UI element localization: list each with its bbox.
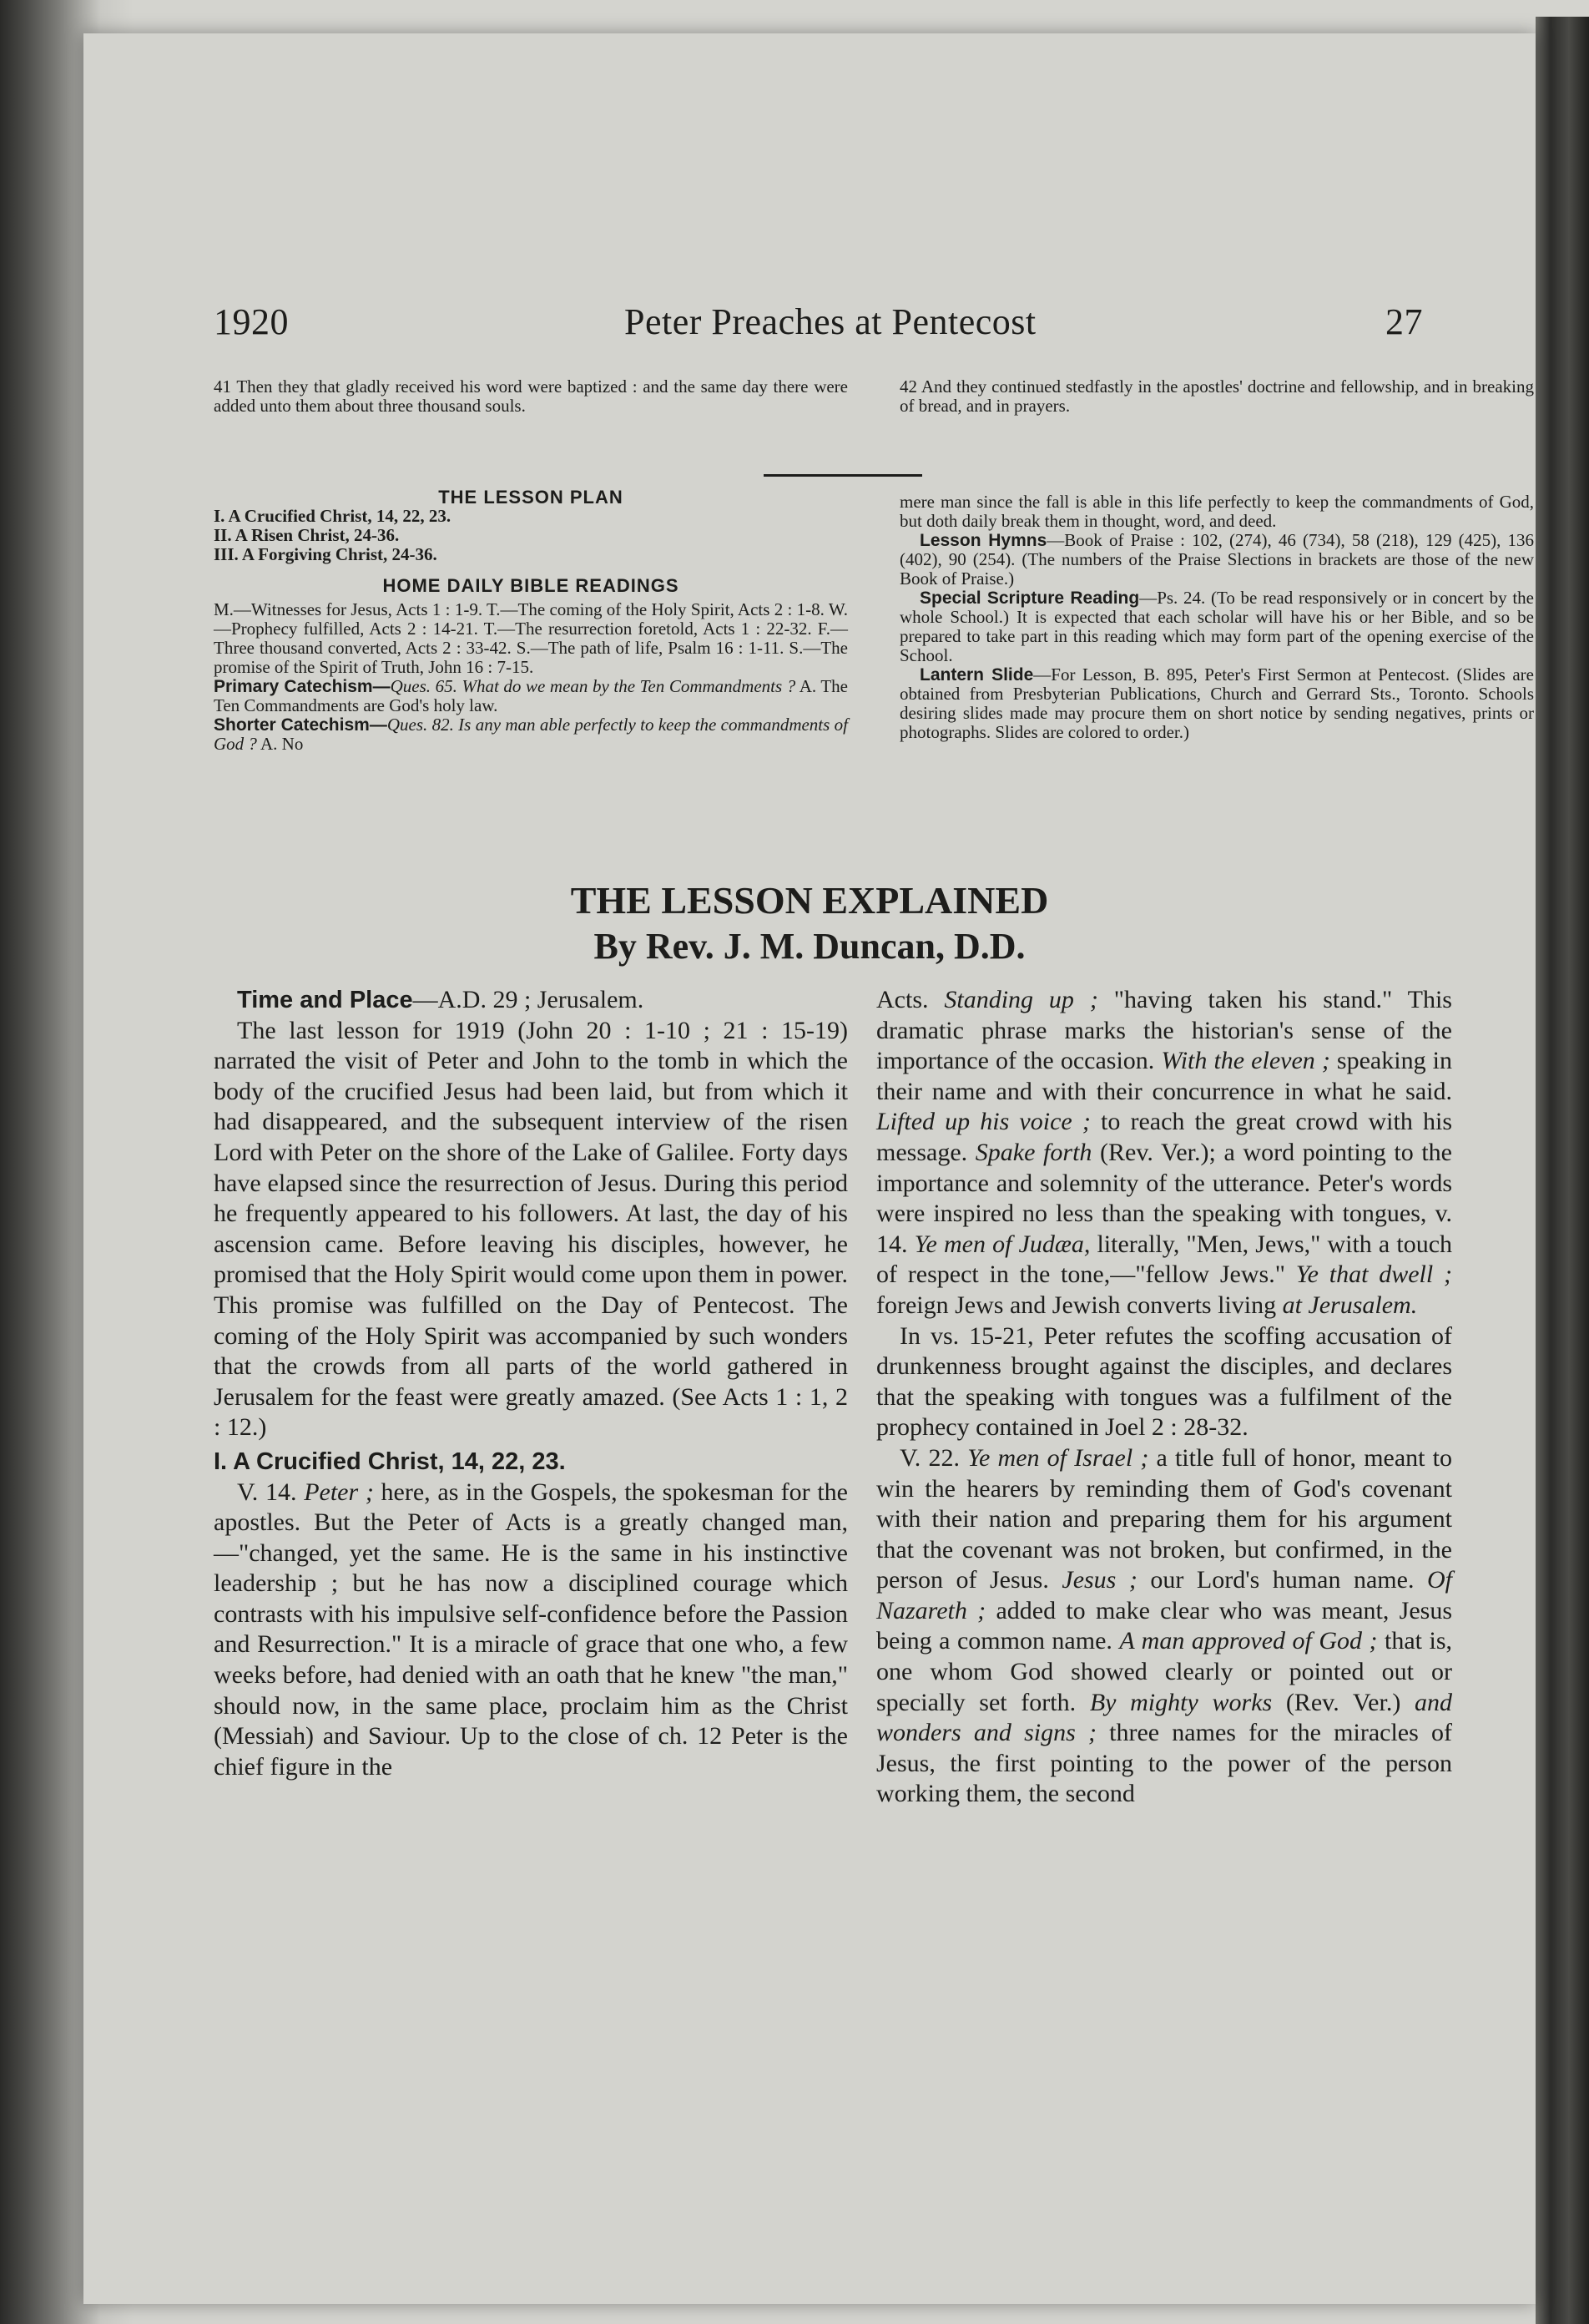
daily-readings-text: M.—Witnesses for Jesus, Acts 1 : 1-9. T.—The coming of the Holy Spirit, Acts 2 : 1-8. W.—Prophecy fulfilled, Acts 2 : 14-21. T.—The resurrection foretold, Acts 1 : 22-32. F.—Three thousand converted, Acts 2 : 33-42. S.—The path of life, Psalm 16 : 1-11. S.—The promise of the Spirit of Truth, John 16 : 7-15. — [214, 599, 848, 677]
lantern-slide-text: —For Lesson, B. 895, Peter's First Sermon at Pentecost. (Slides are obtained from Presbyterian Publications, Church and Gerrard Sts., Toronto. Schools desiring slides made may procure them on short notice by sending negatives, prints or photographs. Slides are colored to order.) — [900, 664, 1534, 742]
text: our Lord's human name. — [1137, 1566, 1427, 1594]
verse-ref: V. 22. — [900, 1443, 968, 1472]
v14-commentary: here, as in the Gospels, the spokesman for the apostles. But the Peter of Acts is a greatly changed man,—"changed, yet the same. He is the same in his instinctive leadership ; but he has now a disciplined courage which contrasts with his impulsive self-confidence before the Passion and Resurrection." It is a miracle of grace that one who, a few weeks before, had denied with an oath that he knew "the man," should now, in the same place, proclaim him as the Christ (Messiah) and Saviour. Up to the close of ch. 12 Peter is the chief figure in the — [214, 1478, 848, 1781]
term-at-jerusalem: at Jerusalem. — [1282, 1291, 1418, 1319]
catechism-continuation: mere man since the fall is able in this life perfectly to keep the commandments of God, but doth daily break them in thought, word, and deed. — [900, 492, 1534, 531]
term-mighty-works: By mighty works — [1089, 1688, 1273, 1716]
primary-catechism-answer: A. The Ten Commandments are God's holy law. — [214, 676, 848, 715]
text: literally, "Men, Jews," with a touch of respect in the tone,—"fellow Jews." — [876, 1230, 1453, 1289]
verse-42: 42 And they continued stedfastly in the apostles' doctrine and fellowship, and in breaking of bread, and in prayers. — [900, 376, 1534, 416]
lesson-notes — [900, 493, 1534, 742]
term-standing-up: Standing up ; — [944, 986, 1098, 1013]
lesson-explained-byline: By Rev. J. M. Duncan, D.D. — [593, 926, 1026, 967]
term-with-the-eleven: With the eleven ; — [1161, 1047, 1330, 1075]
running-year: 1920 — [214, 301, 289, 342]
book-spine-edge — [1536, 17, 1589, 2324]
shorter-catechism-label: Shorter Catechism— — [214, 715, 387, 735]
text: foreign Jews and Jewish converts living — [876, 1291, 1283, 1319]
lesson-explained-title: THE LESSON EXPLAINED — [570, 879, 1049, 922]
text: three names for the miracles of Jesus, the first pointing to the power of the person working them, the second — [876, 1719, 1452, 1808]
shorter-catechism-question: Ques. 82. Is any man able perfectly to keep the commandments of God ? — [214, 715, 848, 754]
term-spake-forth: Spake forth — [975, 1138, 1092, 1166]
term-men-of-israel: Ye men of Israel ; — [967, 1443, 1149, 1472]
text: added to make clear who was meant, Jesus being a common name. — [876, 1596, 1453, 1655]
time-place-label: Time and Place — [237, 987, 413, 1013]
divider-rule — [764, 474, 922, 477]
hymns-text: —Book of Praise : 102, (274), 46 (734), 58 (218), 129 (425), 136 (402), 90 (254). (The numbers of the Praise Slections in brackets are those of the new Book of Praise.) — [900, 530, 1534, 589]
vs-15-21-paragraph: In vs. 15-21, Peter refutes the scoffing accusation of drunkenness brought against the disciples, and declares that the speaking with tongues was a fulfilment of the prophecy contained in Joel 2 : 28-32. — [876, 1321, 1452, 1442]
primary-catechism-question: Ques. 65. What do we mean by the Ten Commandments ? — [390, 676, 796, 696]
term-man-approved: A man approved of God ; — [1119, 1627, 1378, 1655]
text: (Rev. Ver.) — [1272, 1688, 1415, 1716]
text: Acts. — [876, 986, 945, 1013]
lantern-slide-label: Lantern Slide — [920, 665, 1034, 685]
book-page — [83, 33, 1536, 2304]
text: (Rev. Ver.); a word pointing to the importance and solemnity of the utterance. Peter's words were inspired no less than the speaking with tongues, v. 14. — [876, 1138, 1452, 1258]
shorter-catechism-answer: A. No — [256, 734, 304, 754]
text: to reach the great crowd with his message. — [876, 1108, 1452, 1166]
section-heading: I. A Crucified Christ, 14, 22, 23. — [214, 1447, 566, 1475]
text: a title full of honor, meant to win the hearers by reminding them of God's covenant with their nation and preparing them for his argument that the covenant was not broken, but confirmed, in the person of Jesus. — [876, 1443, 1452, 1594]
page-number: 27 — [1385, 301, 1423, 342]
time-place-text: —A.D. 29 ; Jerusalem. — [412, 986, 644, 1013]
term-peter: Peter ; — [304, 1478, 374, 1506]
right-column — [876, 985, 1452, 1810]
lesson-plan-item: II. A Risen Christ, 24-36. — [214, 525, 400, 545]
term-wonders-and-signs: and wonders and signs ; — [876, 1688, 1452, 1747]
text: that is, one whom God showed clearly or pointed out or specially set forth. — [876, 1627, 1452, 1716]
lesson-plan-heading: THE LESSON PLAN — [438, 487, 623, 508]
scripture-reading-label: Special Scripture Reading — [920, 589, 1140, 608]
scripture-reading-text: —Ps. 24. (To be read responsively or in concert by the whole School.) It is expected that each scholar will have his or her Bible, and so be prepared to take part in this reading which may form part of the opening exercise of the School. — [900, 588, 1534, 665]
verse-41: 41 Then they that gladly received his word were baptized : and the same day there were added unto them about three thousand souls. — [214, 376, 848, 416]
running-title: Peter Preaches at Pentecost — [624, 301, 1037, 342]
term-jesus: Jesus ; — [1062, 1566, 1138, 1594]
lesson-plan — [214, 488, 848, 754]
intro-paragraph: The last lesson for 1919 (John 20 : 1-10 ; 21 : 15-19) narrated the visit of Peter and John to the tomb in which the body of the crucified Jesus had been laid, but from which it had disappeared, and the subsequent interview of the risen Lord with Peter on the shore of the Lake of Galilee. Forty days have elapsed since the resurrection of Jesus. During this period he frequently appeared to his followers. At last, the day of his ascension came. Before leaving his disciples, however, he promised that the Holy Spirit would come upon them in power. This promise was fulfilled on the Day of Pentecost. The coming of the Holy Spirit was accompanied by such wonders that the crowds from all parts of the world gathered in Jerusalem for the feast were greatly amazed. (See Acts 1 : 1, 2 : 12.) — [214, 1016, 848, 1442]
left-column — [214, 985, 848, 1782]
term-lifted-up: Lifted up his voice ; — [876, 1108, 1091, 1136]
primary-catechism-label: Primary Catechism— — [214, 677, 391, 696]
term-men-of-judaea: Ye men of Judæa, — [914, 1230, 1091, 1258]
hymns-label: Lesson Hymns — [920, 531, 1047, 550]
verse-ref: V. 14. — [237, 1478, 305, 1506]
daily-readings-heading: HOME DAILY BIBLE READINGS — [382, 575, 679, 596]
text: "having taken his stand." This dramatic phrase marks the historian's sense of the importance of the occasion. — [876, 986, 1452, 1075]
lesson-plan-item: III. A Forgiving Christ, 24-36. — [214, 544, 437, 564]
term-of-nazareth: Of Nazareth ; — [876, 1566, 1452, 1624]
lesson-plan-item: I. A Crucified Christ, 14, 22, 23. — [214, 506, 451, 526]
term-ye-that-dwell: Ye that dwell ; — [1295, 1261, 1452, 1289]
text: speaking in their name and with their concurrence in what he said. — [876, 1047, 1452, 1105]
